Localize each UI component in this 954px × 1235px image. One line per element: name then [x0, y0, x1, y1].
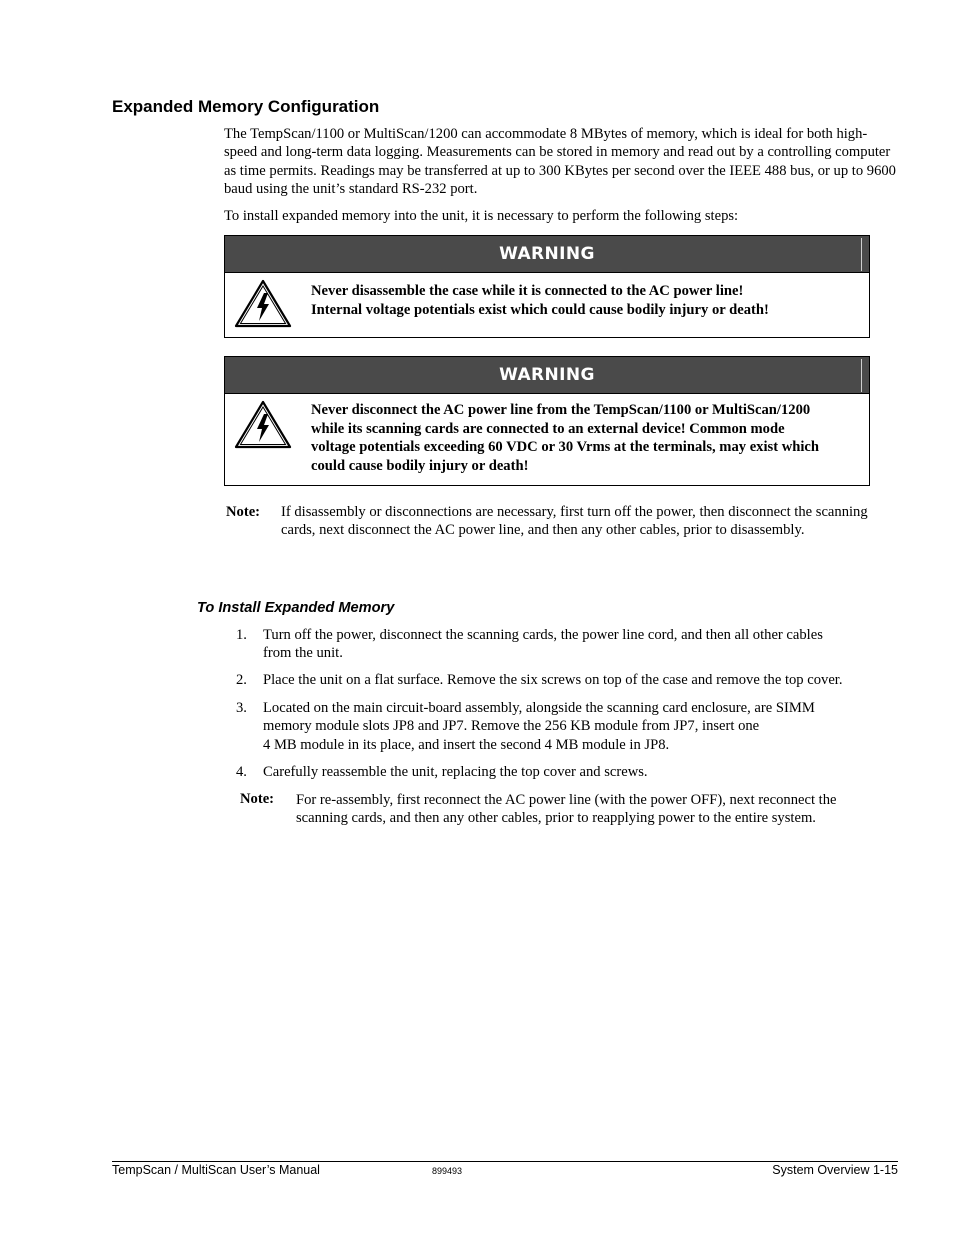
note-text: For re-assembly, first reconnect the AC power line (with the power OFF), next reconnect the scanning cards, and then any other cables, prior to reapplying power to the entire system. [296, 792, 837, 827]
note-label: Note: [240, 791, 275, 807]
header-divider [861, 359, 862, 392]
warning-box-disassembly [224, 235, 870, 338]
step-line: memory module slots JP8 and JP7. Remove the 256 KB module from JP7, insert one [263, 718, 760, 735]
electric-shock-hazard-icon [234, 279, 292, 329]
intro-paragraph: The TempScan/1100 or MultiScan/1200 can accommodate 8 MBytes of memory, which is ideal for both high-speed and long-term data logging. Measurements can be stored in memory and read out by a controlling computer as time permits. Readings may be transferred at up to 300 KBytes per second over the IEEE 488 bus, or up to 9600 baud using the unit’s standard RS-232 port. [224, 126, 896, 197]
warning-line: while its scanning cards are connected to an external device! Common mode [311, 420, 785, 437]
warning-title: WARNING [499, 244, 595, 264]
step-line: Turn off the power, disconnect the scanning cards, the power line cord, and then all other cables [263, 627, 823, 643]
step-number: 3. [236, 700, 247, 716]
header-divider [861, 238, 862, 271]
step-text [263, 699, 895, 754]
footer-rule [112, 1161, 898, 1162]
electric-shock-hazard-icon [234, 400, 292, 450]
warning-title: WARNING [499, 365, 595, 385]
note-label: Note: [226, 504, 261, 520]
footer-manual-title: TempScan / MultiScan User’s Manual [112, 1163, 320, 1177]
warning-line: could cause bodily injury or death! [311, 458, 529, 475]
step-line: Located on the main circuit-board assembly, alongside the scanning card enclosure, are SIMM [263, 700, 815, 716]
step-number: 2. [236, 672, 247, 688]
step-line: from the unit. [263, 645, 343, 662]
warning-message [311, 282, 863, 319]
note-text: If disassembly or disconnections are necessary, first turn off the power, then disconnect the scanning cards, next disconnect the AC power line, and then any other cables, prior to disassembly. [281, 504, 868, 539]
step-line: 4 MB module in its place, and insert the second 4 MB module in JP8. [263, 736, 670, 753]
step-text [263, 671, 895, 689]
warning-header [225, 236, 869, 273]
step-text [263, 763, 895, 781]
warning-line: voltage potentials exceeding 60 VDC or 30 Vrms at the terminals, may exist which [311, 439, 820, 456]
footer-page-number: System Overview 1-15 [772, 1163, 898, 1177]
warning-line: Never disconnect the AC power line from the TempScan/1100 or MultiScan/1200 [311, 402, 811, 418]
step-line: Place the unit on a flat surface. Remove the six screws on top of the case and remove the top cover. [263, 672, 843, 688]
warning-box-disconnect [224, 356, 870, 486]
warning-header [225, 357, 869, 394]
step-number: 1. [236, 627, 247, 643]
step-number: 4. [236, 764, 247, 780]
section-title: Expanded Memory Configuration [112, 97, 380, 116]
procedure-title: To Install Expanded Memory [197, 600, 395, 616]
step-line: Carefully reassemble the unit, replacing the top cover and screws. [263, 764, 648, 780]
warning-line: Never disassemble the case while it is connected to the AC power line! [311, 283, 744, 299]
footer-document-number: 899493 [432, 1166, 463, 1176]
warning-message [311, 401, 863, 476]
steps-intro-paragraph: To install expanded memory into the unit, it is necessary to perform the following steps: [224, 208, 739, 224]
warning-body [225, 273, 869, 337]
warning-line: Internal voltage potentials exist which could cause bodily injury or death! [311, 301, 769, 318]
warning-body [225, 394, 869, 485]
step-text [263, 626, 895, 663]
